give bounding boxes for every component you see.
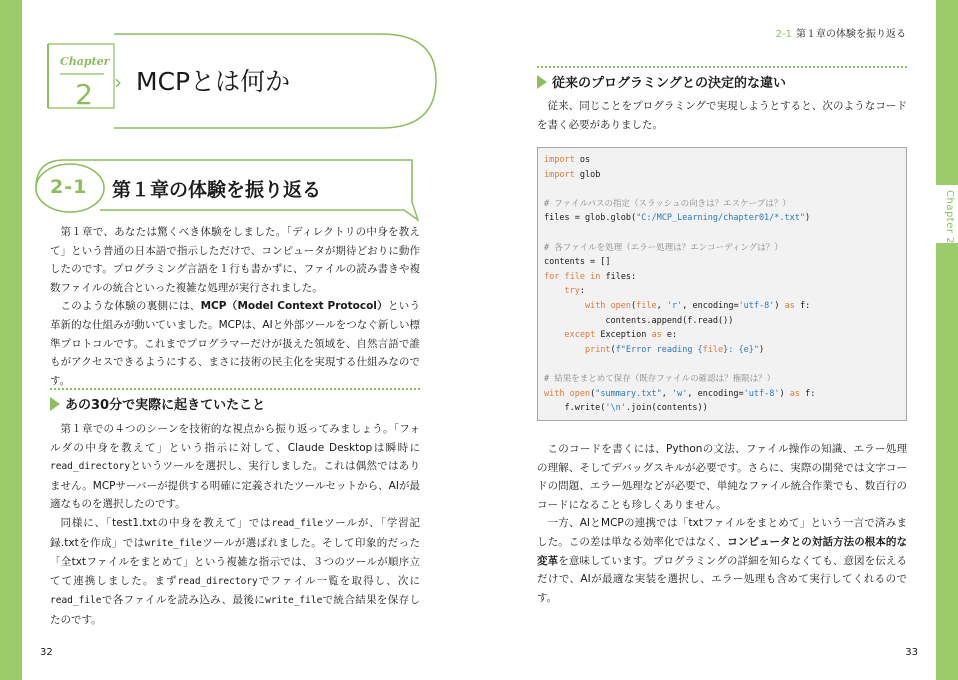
code-line-1: import os — [544, 155, 591, 165]
right-subheading-text: 従来のプログラミングとの決定的な違い — [552, 76, 787, 91]
code-line-12: contents.append(f.read()) — [544, 315, 734, 326]
left-body-text — [50, 420, 420, 630]
triangle-marker-icon — [50, 397, 60, 411]
code-line-7: # 各ファイルを処理（エラー処理は？エンコーディングは？） — [544, 242, 783, 253]
code-line-4: # ファイルパスの指定（スラッシュの向きは？エスケープは？） — [544, 198, 791, 209]
code-line-2: import glob — [544, 169, 601, 180]
section-title: 第１章の体験を振り返る — [112, 179, 322, 201]
right-intro-paragraph: 従来、同じことをプログラミングで実現しようとすると、次のようなコードを書く必要がありました。 — [537, 100, 907, 131]
left-page-number: 32 — [40, 647, 53, 658]
left-intro-paragraph-2: このような体験の裏側には、MCP（Model Context Protocol）という革新的な仕組みが動いていました。MCPは、AIと外部ツールをつなぐ新しい標準プロトコルです。これまでプログラマーだけが扱えた領域を、自然言語で誰もがアクセスできるようにする、まさに技術の民主化を実現する仕組みなのです。 — [50, 300, 421, 387]
left-body-paragraph-2: 同様に、「test1.txtの中身を教えて」ではread_fileツールが、「学習記録.txtを作成」ではwrite_fileツールが選ばれました。そして印象的だった「全txtファイルをまとめて」という複雑な指示では、３つのツールが順序立てて連携しました。まずread_directoryでファイル一覧を取得し、次にread_fileで各ファイルを読み込み、最後にwrite_fileで統合結果を保存したのです。 — [50, 516, 420, 626]
right-body-paragraph-2: 一方、AIとMCPの連携では「txtファイルをまとめて」という一言で済みました。この差は単なる効率化ではなく、コンピュータとの対話方法の根本的な変革を意味しています。プログラミングの詳細を知らなくても、意図を伝えるだけで、AIが最適な実装を選択し、エラー処理も含めて実行してくれるのです。 — [537, 517, 908, 604]
right-divider — [537, 66, 907, 68]
left-intro-paragraph-1: 第１章で、あなたは驚くべき体験をしました。「ディレクトリの中身を教えて」という普通の日本語で指示しただけで、コンピュータが期待どおりに動作したのです。プログラミング言語を１行も書かずに、ファイルの読み書きや複数ファイルの統合といった複雑な処理が実行されました。 — [50, 226, 420, 294]
right-body-paragraph-1: このコードを書くには、Pythonの文法、ファイル操作の知識、エラー処理の理解、そしてデバッグスキルが必要です。さらに、実際の開発では文字コードの問題、エラー処理などが必要で、単純なファイル統合作業でも、数百行のコードになることも珍しくありません。 — [537, 443, 907, 511]
right-color-bar — [936, 0, 958, 680]
right-intro-text — [537, 97, 907, 134]
left-body-paragraph-1: 第１章での４つのシーンを技術的な視点から振り返ってみましょう。「フォルダの中身を教えて」という指示に対して、Claude Desktopは瞬時にread_directoryというツールを選択し、実行しました。これは偶然ではありません。MCPサーバーが提供する明確に定義されたツールセットから、AIが最適なものを選択したのです。 — [50, 423, 420, 511]
chapter-title: MCPとは何か — [136, 67, 291, 96]
code-line-17: with open("summary.txt", 'w', encoding='utf-8') as f: — [544, 388, 816, 399]
code-line-13: except Exception as e: — [564, 330, 678, 341]
right-subheading — [537, 72, 786, 91]
running-head-title: 第１章の体験を振り返る — [796, 29, 906, 40]
section-number: 2-1 — [50, 176, 88, 198]
code-line-9: for file in files: — [544, 271, 637, 282]
code-line-8: contents = [] — [544, 257, 611, 268]
chapter-side-tab-label: Chapter 2 — [944, 190, 955, 245]
chapter-word: Chapter — [60, 55, 110, 68]
code-block — [537, 147, 907, 421]
code-line-14: print(f"Error reading {file}: {e}") — [584, 344, 765, 355]
code-line-10: try: — [564, 286, 585, 297]
chevron-right-icon: › — [114, 70, 122, 94]
left-color-bar — [0, 0, 22, 680]
chapter-number: 2 — [75, 78, 93, 111]
left-intro-text — [50, 223, 420, 390]
triangle-marker-icon — [537, 75, 547, 89]
code-line-18: f.write('\n'.join(contents)) — [544, 403, 708, 414]
code-line-15 — [544, 357, 900, 372]
right-body-text — [537, 440, 907, 607]
code-line-16: # 結果をまとめて保存（既存ファイルの確認は？権限は？） — [544, 373, 776, 384]
running-head-number: 2-1 — [775, 29, 792, 40]
left-subheading — [50, 394, 265, 413]
left-subheading-text: あの30分で実際に起きていたこと — [65, 398, 266, 413]
code-line-5: files = glob.glob("C:/MCP_Learning/chapter01/*.txt") — [544, 213, 811, 224]
running-head — [776, 25, 906, 40]
left-divider — [50, 388, 420, 390]
code-line-11: with open(file, 'r', encoding='utf-8') as f: — [584, 300, 811, 311]
code-line-3 — [544, 182, 900, 197]
right-page-number: 33 — [905, 647, 918, 658]
code-line-6 — [544, 226, 900, 241]
